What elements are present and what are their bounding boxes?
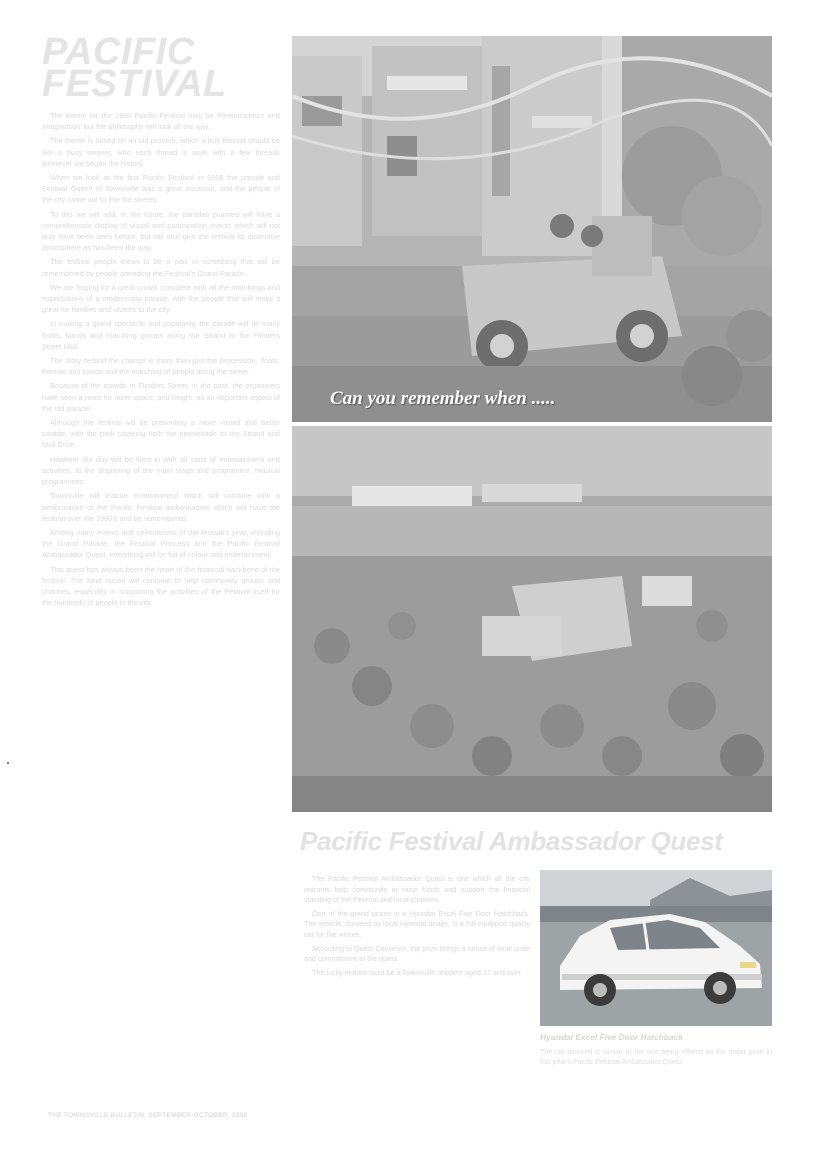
crowd-illustration	[292, 426, 772, 812]
article-paragraph: Because of the crowds in Flinders Street, in the past, the organisers have seen a need for more space, and height, as an important aspect of the old parade.	[42, 381, 280, 413]
ambassador-paragraph: According to Quest Convenor, the prize brings a sense of local pride and commitment to the quest.	[304, 943, 530, 964]
article-paragraph: However the day will be filled in with all sorts of entertainment and activities, to the beginning of the main stage and programme, musical programmes.	[42, 454, 280, 487]
article-paragraph: Townsville will feature entertainment which will combine with a performance of the Pacific Festival ambassadors which will have the festival over the 1990's and be remembered.	[42, 491, 280, 523]
car-illustration	[540, 870, 772, 1026]
article-headline	[42, 31, 280, 105]
ambassador-paragraph: One of the grand prizes is a Hyundai Excel Five Door Hatchback. The vehicle, donated by local Hyundai dealer, is a full-equipped quality car for the winner.	[304, 908, 530, 939]
photo-caption: Can you remember when .....	[330, 388, 556, 409]
article-paragraph: This quest has always been the heart of the financial backbone of the festival. The fund raised will continue to help community groups and charities, especially in supporting the activities of the Festival itself for the hundreds of people in the city.	[42, 564, 280, 608]
headline-line-1: PACIFIC	[42, 31, 195, 73]
article-paragraph: The theme is based on an old proverb, which a true festival should be like a busy weaver, who each thread is work with a few threads wherever we began the history.	[42, 136, 280, 168]
article-paragraph: Although the festival will be presenting a more varied and better parade, with the park covering both the promenade to the Strand and Mall Drive.	[42, 418, 280, 450]
ambassador-paragraph: The lucky entrant must be a Townsville resident aged 17 and over.	[312, 967, 523, 977]
article-paragraph: Among many events and celebrations of the festival's year, including the Grand Parade, the Festival Princess and the Pacific Festival Ambassador Quest, everything will be full of colour and entertainment.	[42, 527, 280, 560]
article-paragraph: In making a grand spectacle and popularity, the parade will tie many floats, bands and marching groups along the Strand to the Flinders Street Mall.	[42, 319, 280, 351]
article-paragraph: To this we will add, in the future, the parades planned will have a comprehensive display of visual and participation events which will not only have been seen before, but will also give the festival its distinctive atmosphere as has been the way.	[42, 209, 280, 253]
article-body	[42, 110, 280, 608]
article-paragraph: We are hoping for a great crowd, complete with all the marchings and expectations of a modern-day parade, with the people that will make it great for families and visitors to the city.	[42, 282, 280, 315]
car-description	[540, 1048, 772, 1069]
ambassador-paragraph: The Pacific Festival Ambassador Quest is one which all the city entrants help community to raise funds and support the financial standing of the Festival and local charities.	[304, 874, 530, 905]
article-paragraph: When we look at the first Pacific Festival in 1966 the parade and Festival Queen of Townsville was a great occasion, and the people of the city came out to line the streets.	[42, 173, 280, 205]
ambassador-article	[304, 874, 530, 981]
article-paragraph: The story behind the change is more than just the procession, floats, themes and bands and the marching of people along the street.	[42, 356, 280, 377]
hyundai-car-photo	[540, 870, 772, 1026]
page-footer: THE TOWNSVILLE BULLETIN, SEPTEMBER-OCTOBER, 1990	[48, 1112, 248, 1119]
vintage-parade-photo	[292, 36, 772, 422]
festival-article	[42, 31, 280, 611]
car-caption: Hyundai Excel Five Door Hatchback	[540, 1032, 683, 1042]
parade-crowd-photo	[292, 426, 772, 812]
car-description-text: The car pictured is similar to the one being offered as the major prize in this year's Pacific Festival Ambassador Quest.	[540, 1049, 772, 1067]
scan-speck	[7, 762, 9, 764]
headline-line-2: FESTIVAL	[42, 63, 227, 105]
ambassador-heading: Pacific Festival Ambassador Quest	[300, 826, 723, 856]
article-paragraph: The festival people mean to be a part of something that will be remembered by people attending the Festival's Grand Parade.	[42, 257, 280, 278]
vintage-parade-illustration	[292, 36, 772, 422]
article-paragraph: The theme for the 1990 Pacific Festival may be 'Reminiscence and Imagination' but the philosophy will look all the way.	[42, 111, 280, 132]
